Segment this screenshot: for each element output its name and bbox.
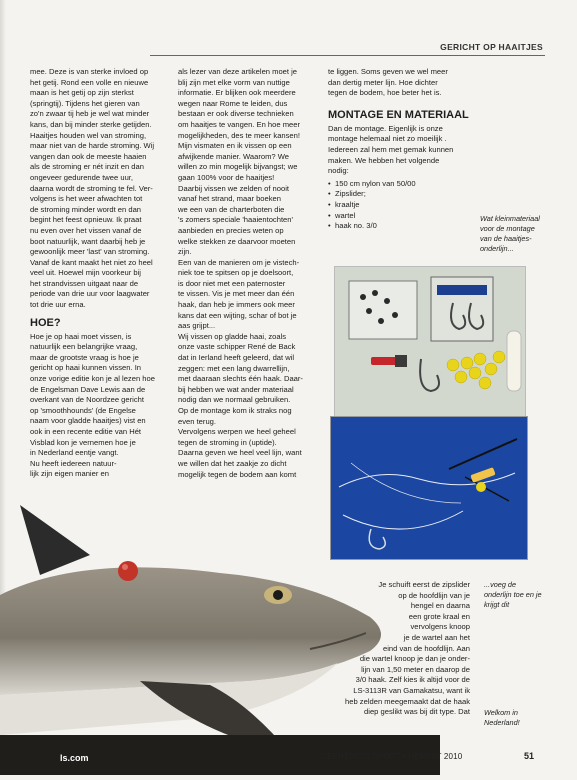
section-header: GERICHT OP HAAITJES [440, 42, 543, 52]
column-1 [30, 67, 170, 480]
column-1-paragraph-1: mee. Deze is van sterke invloed op het getij. Rond een volle en nieuwe maan is het getij op zijn sterkst (springtij). Tijdens het gieren van zo'n zwaar tij heb je wel wat minder kans, dan bij minder sterke getijden. Haaitjes houden wel van stroming, maar niet van de harde stroming. Wij vangen dan ook de meeste haaien als de stroming er nét inzit en dan ongeveer gedurende twee uur, daarna wordt de stroming te fel. Ver- volgens is het weer afwachten tot de stroming minder wordt en dan begint het feest opnieuw. Ik praat nu even over het vissen vanaf de boot natuurlijk, want daarbij heb je gewoonlijk meer 'last' van stroming. Vanaf de kant maakt het niet zo heel veel uit. Hoewel mijn voorkeur bij het strandvissen uitgaat naar de periode van drie uur voor laagwater tot drie uur erna. [30, 67, 155, 310]
column-3-paragraph-1: te liggen. Soms geven we wel meer dan dertig meter lijn. Hoe dichter tegen de bodem, hoe beter het is. [328, 67, 448, 98]
tackle-materials-illustration [335, 267, 525, 423]
column-3 [328, 67, 483, 232]
column-2 [178, 67, 323, 480]
column-3-paragraph-2: Dan de montage. Eigenlijk is onze montage helemaal niet zo moeilijk . Iedereen zal hem met gemak kunnen maken. We hebben het volgende nodig: [328, 123, 454, 176]
column-2-paragraph-1: als lezer van deze artikelen moet je blij zijn met elke vorm van nuttige informatie. Er blijken ook meerdere wegen naar Rome te leiden, dus bestaan er ook diverse technieken om haaitjes te vangen. En hoe meer mogelijkheden, des te meer kansen! Mijn vismaten en ik vissen op een afwijkende manier. Waarom? We willen zo min mogelijk bijvangst; we gaan 100% voor de haaitjes! Daarbij vissen we zelden of nooit vanaf het strand, maar boeken we een van de charterboten die 's zomers speciale 'haaientochten' aanbieden en precies weten op welke stekken ze daarvoor moeten zijn. Een van de manieren om je vistech- niek toe te spitsen op je doelsoort, is door niet met een paternoster te vissen. Vis je met meer dan één haak, dan heb je immers ook meer kans dat een wijting, schar of bot je aas grijpt... Wij vissen op gladde haai, zoals onze vaste schipper René de Back dat in Ierland heeft geleerd, dat wil zeggen: met een lang dwarrellijn, met daaraan slechts één haak. Daar- bij hebben we wat ander materiaal nodig dan we normaal gebruiken. Op de montage kom ik straks nog even terug. Vervolgens werpen we heel geheel tegen de stroming in (uptide). Daarna geven we heel veel lijn, want we willen dat het zaakje zo dicht mogelijk tegen de bodem aan komt [178, 67, 303, 479]
page-number: 51 [524, 751, 535, 761]
caption-materials [480, 214, 550, 254]
list-item: • kraaltje [328, 200, 483, 211]
list-item: • 150 cm nylon van 50/00 [328, 179, 483, 190]
list-item: • Zipslider; [328, 189, 483, 200]
list-item: • wartel [328, 211, 483, 222]
caption-welcome [484, 708, 550, 728]
caption-welcome-text: Welkom in Nederland! [484, 708, 520, 727]
photo-tackle-materials [334, 266, 526, 424]
footer-magazine: ZEEHENGELSPORT • HERFST 2010 [322, 752, 463, 761]
list-item: • haak no. 3/0 [328, 221, 483, 232]
rig-instructions-text: Je schuift eerst de zipslider op de hoofdlijn van je hengel en daarna een grote kraal en vervolgens knoop je de wartel aan het eind van de hoofdlijn. Aan die wartel knoop je dan je onder- lijn van 1,50 meter en daarop de 3/0 haak. Zelf kies ik altijd voor de LS-3113R van Gamakatsu, want ik heb zelden meegemaakt dat de haak diep geslikt was bij dit type. Dat [345, 580, 470, 717]
rig-instructions [195, 580, 470, 718]
caption-materials-text: Wat kleinmateriaal voor de montage van de haaitjes- onderlijn... [480, 214, 540, 253]
caption-rig-text: ...voeg de onderlijn toe en je krijgt dit [484, 580, 542, 609]
header-rule [150, 55, 545, 56]
caption-rig [484, 580, 552, 610]
materials-list [328, 179, 483, 232]
heading-montage-en-materiaal: MONTAGE EN MATERIAAL [328, 108, 469, 121]
heading-hoe: HOE? [30, 316, 61, 329]
column-1-paragraph-2: Hoe je op haai moet vissen, is natuurlijk een belangrijke vraag, maar de grootste vraag is hoe je gericht op haai kunnen vissen. In onze vorige editie kon je al lezen hoe de Engelsman Dave Lewis aan de overkant van de Noordzee gericht op 'smoothhounds' (de Engelse naam voor gladde haaitjes) vist en ook in een recente editie van Hét Visblad kon je vernemen hoe je in Nederland eentje vangt. Nu heeft iedereen natuur- lijk zijn eigen manier en [30, 331, 155, 479]
footer-website: ls.com [60, 753, 89, 763]
